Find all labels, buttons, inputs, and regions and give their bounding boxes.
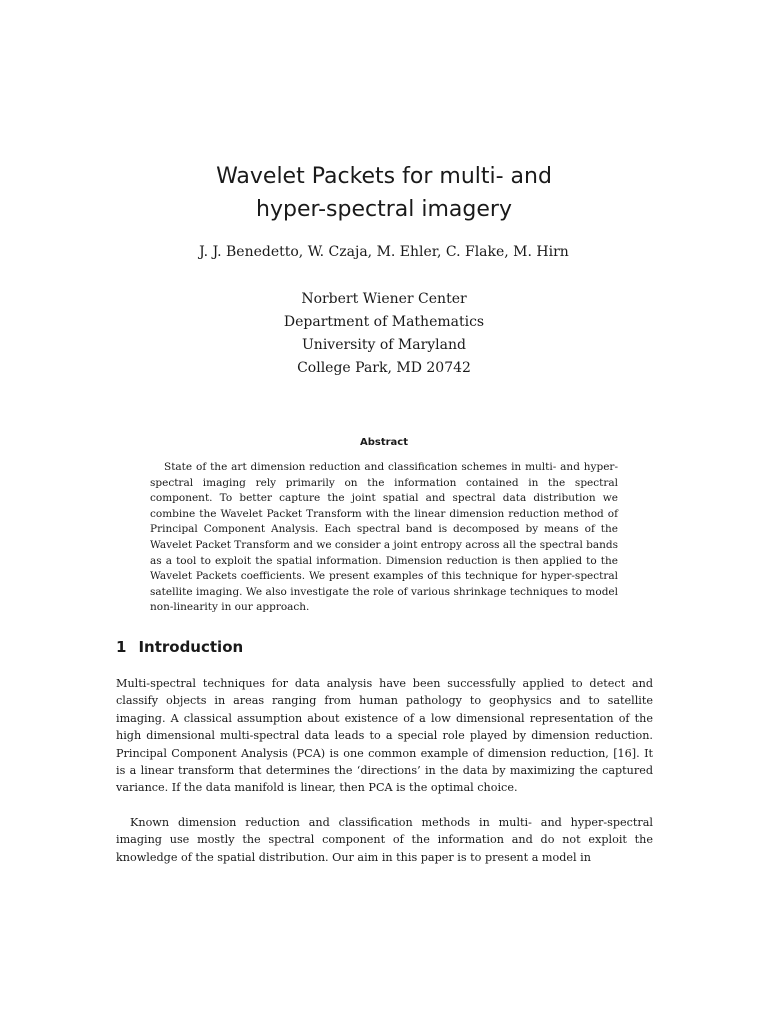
affiliation-line-3: University of Maryland (302, 337, 466, 353)
section-title: Introduction (138, 638, 244, 656)
affiliation-line-2: Department of Mathematics (283, 314, 485, 330)
body-paragraph-2: Known dimension reduction and classification methods in multi- and hyper-spectral imaging use mostly the spectral component of the information and do not exploit the knowledge of the spatial distribution. Our aim in this paper is to present a model in (116, 816, 653, 864)
body-paragraph-1: Multi-spectral techniques for data analysis have been successfully applied to detect and classify objects in areas ranging from human pathology to geophysics and to satellite imaging. A classical assumption about existence of a low dimensional representation of the high dimensional multi-spectral data leads to a special role played by dimension reduction. Principal Component Analysis (PCA) is one common example of dimension reduction, [16]. It is a linear transform that determines the ‘directions’ in the data by maximizing the captured variance. If the data manifold is linear, then PCA is the optimal choice. (116, 677, 653, 795)
section-heading (116, 638, 243, 656)
author-list: J. J. Benedetto, W. Czaja, M. Ehler, C. Flake, M. Hirn (199, 244, 569, 260)
title-line-2: hyper-spectral imagery (256, 197, 512, 222)
affiliation (0, 288, 768, 380)
title-line-1: Wavelet Packets for multi- and (216, 164, 552, 189)
abstract-text: State of the art dimension reduction and classification schemes in multi- and hyper-spectral imaging rely primarily on the information contained in the spectral component. To better capture the joint spatial and spectral data distribution we combine the Wavelet Packet Transform with the linear dimension reduction method of Principal Component Analysis. Each spectral band is decomposed by means of the Wavelet Packet Transform and we consider a joint entropy across all the spectral bands as a tool to exploit the spatial information. Dimension reduction is then applied to the Wavelet Packets coefficients. We present examples of this technique for hyper-spectral satellite imaging. We also investigate the role of various shrinkage techniques to model non-linearity in our approach. (150, 461, 618, 614)
abstract-heading: Abstract (359, 437, 409, 448)
paper-title (0, 160, 768, 226)
section-number: 1 (116, 638, 127, 656)
affiliation-line-1: Norbert Wiener Center (301, 291, 467, 307)
affiliation-line-4: College Park, MD 20742 (297, 360, 471, 376)
